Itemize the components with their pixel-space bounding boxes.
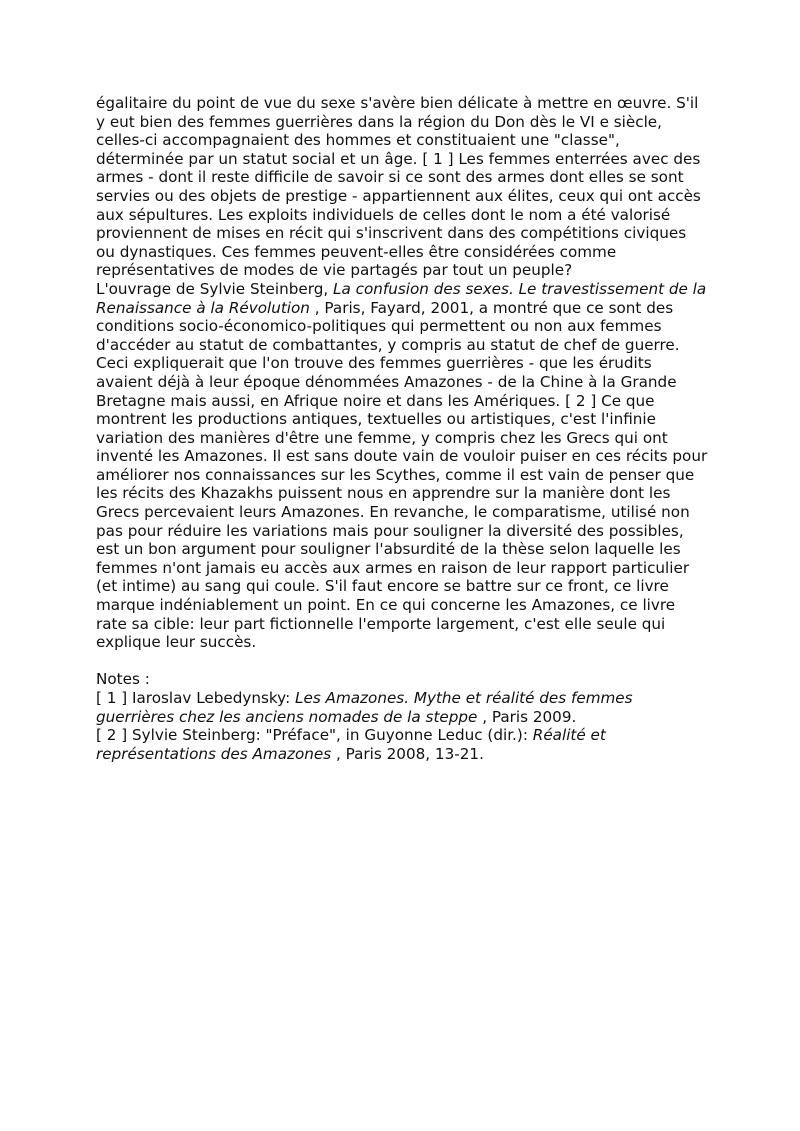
- body-paragraph-2: [96, 280, 708, 652]
- body-paragraph-1: égalitaire du point de vue du sexe s'avère bien délicate à mettre en œuvre. S'il y eut bien des femmes guerrières dans la région du Don dès le VI e siècle, celles-ci accompagnaient des hommes et constituaient une "classe", déterminée par un statut social et un âge. [ 1 ] Les femmes enterrées avec des armes - dont il reste difficile de savoir si ce sont des armes dont elles se sont servies ou des objets de prestige - appartiennent aux élites, ceux qui ont accès aux sépultures. Les exploits individuels de celles dont le nom a été valorisé proviennent de mises en récit qui s'inscrivent dans des compétitions civiques ou dynastiques. Ces femmes peuvent-elles être considérées comme représentatives de modes de vie partagés par tout un peuple?: [96, 94, 701, 280]
- note-1: [96, 689, 708, 726]
- book-title-steinberg: La confusion des sexes. Le travestissement de la Renaissance à la Révolution: [96, 279, 707, 317]
- note-2-title: Réalité et représentations des Amazones: [96, 726, 606, 763]
- paragraph-2-rest: , Paris, Fayard, 2001, a montré que ce sont des conditions socio-économico-politiques qui permettent ou non aux femmes d'accéder au statut de combattantes, y compris au statut de chef de guerre. Ceci expliquerait que l'on trouve des femmes guerrières - que les érudits avaient déjà à leur époque dénommées Amazones - de la Chine à la Grande Bretagne mais aussi, en Afrique noire et dans les Amériques. [ 2 ] Ce que montrent les productions antiques, textuelles ou artistiques, c'est l'infinie variation des manières d'être une femme, y compris chez les Grecs qui ont inventé les Amazones. Il est sans doute vain de vouloir puiser en ces récits pour améliorer nos connaissances sur les Scythes, comme il est vain de penser que les récits des Khazakhs puissent nous en apprendre sur la manière dont les Grecs percevaient leurs Amazones. En revanche, le comparatisme, utilisé non pas pour réduire les variations mais pour souligner la diversité des possibles, est un bon argument pour souligner l'absurdité de la thèse selon laquelle les femmes n'ont jamais eu accès aux armes en raison de leur rapport particulier (et intime) au sang qui coule. S'il faut encore se battre sur ce front, ce livre marque indéniablement un point. En ce qui concerne les Amazones, ce livre rate sa cible: leur part fictionnelle l'emporte largement, c'est elle seule qui explique leur succès.: [96, 298, 708, 652]
- paragraph-2-prefix: L'ouvrage de Sylvie Steinberg,: [96, 279, 333, 298]
- note-1-rest: , Paris 2009.: [477, 707, 577, 726]
- note-2-prefix: [ 2 ] Sylvie Steinberg: "Préface", in Guyonne Leduc (dir.):: [96, 726, 533, 745]
- notes-section: [96, 670, 708, 763]
- note-2-rest: , Paris 2008, 13-21.: [331, 744, 484, 763]
- notes-heading: Notes :: [96, 670, 150, 689]
- document-page: [96, 94, 708, 763]
- note-2: [96, 726, 708, 763]
- note-1-prefix: [ 1 ] Iaroslav Lebedynsky:: [96, 689, 296, 707]
- note-1-title: Les Amazones. Mythe et réalité des femmes guerrières chez les anciens nomades de la steppe: [96, 689, 633, 726]
